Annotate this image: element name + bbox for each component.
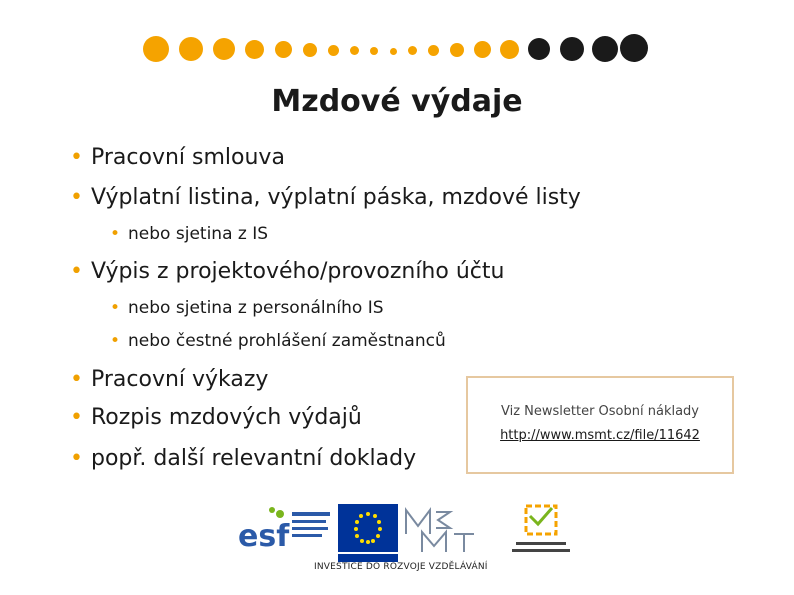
dot: [350, 46, 359, 55]
bullet-icon: •: [70, 185, 83, 210]
eu-stars-icon: [338, 504, 398, 552]
bullet-icon: •: [110, 224, 121, 244]
bullet-item: [70, 259, 504, 284]
bullet-text: nebo sjetina z IS: [128, 224, 269, 244]
dot: [303, 43, 317, 57]
bullet-item: [70, 405, 362, 430]
bullet-icon: •: [70, 145, 83, 170]
bullet-icon: •: [110, 298, 121, 318]
slide-title: Mzdové výdaje: [271, 84, 523, 119]
bullet-text: nebo sjetina z personálního IS: [128, 298, 384, 318]
dot: [328, 45, 339, 56]
bullet-text: Rozpis mzdových výdajů: [90, 405, 362, 430]
msmt-logo: [402, 504, 482, 558]
dot: [428, 45, 439, 56]
dot: [275, 41, 292, 58]
sub-bullet-item: [110, 224, 268, 244]
bullet-item: [70, 367, 268, 392]
dot: [370, 47, 378, 55]
dot: [592, 36, 618, 62]
dot: [474, 41, 491, 58]
op-logo: [508, 502, 574, 558]
bullet-text: Výpis z projektového/provozního účtu: [90, 259, 505, 284]
bullet-text: popř. další relevantní doklady: [90, 446, 417, 471]
dot: [213, 38, 235, 60]
bullet-text: Pracovní smlouva: [90, 145, 285, 170]
svg-text:esf: esf: [238, 519, 290, 552]
dot: [179, 37, 203, 61]
bullet-icon: •: [70, 446, 83, 471]
info-box-link[interactable]: http://www.msmt.cz/file/11642: [500, 428, 700, 443]
bullet-text: Výplatní listina, výplatní páska, mzdové listy: [90, 185, 581, 210]
eu-label-bar: [338, 554, 398, 562]
info-box: [466, 376, 734, 474]
bullet-icon: •: [70, 259, 83, 284]
dot: [245, 40, 264, 59]
bullet-item: [70, 145, 285, 170]
bullet-text: Pracovní výkazy: [90, 367, 269, 392]
bullet-icon: •: [70, 405, 83, 430]
dot: [408, 46, 417, 55]
bullet-item: [70, 185, 581, 210]
tagline: INVESTICE DO ROZVOJE VZDĚLÁVÁNÍ: [314, 562, 488, 572]
dot: [143, 36, 169, 62]
info-box-text: Viz Newsletter Osobní náklady: [500, 404, 700, 419]
dot: [528, 38, 550, 60]
dot: [560, 37, 584, 61]
sub-bullet-item: [110, 298, 384, 318]
eu-flag: [338, 504, 398, 552]
esf-logo: [236, 504, 332, 552]
dot: [620, 34, 648, 62]
dot: [390, 48, 397, 55]
logo-strip: [230, 500, 580, 572]
bullet-icon: •: [70, 367, 83, 392]
bullet-icon: •: [110, 331, 121, 351]
bullet-text: nebo čestné prohlášení zaměstnanců: [128, 331, 446, 351]
bullet-item: [70, 446, 416, 471]
sub-bullet-item: [110, 331, 446, 351]
dot: [500, 40, 519, 59]
dot: [450, 43, 464, 57]
